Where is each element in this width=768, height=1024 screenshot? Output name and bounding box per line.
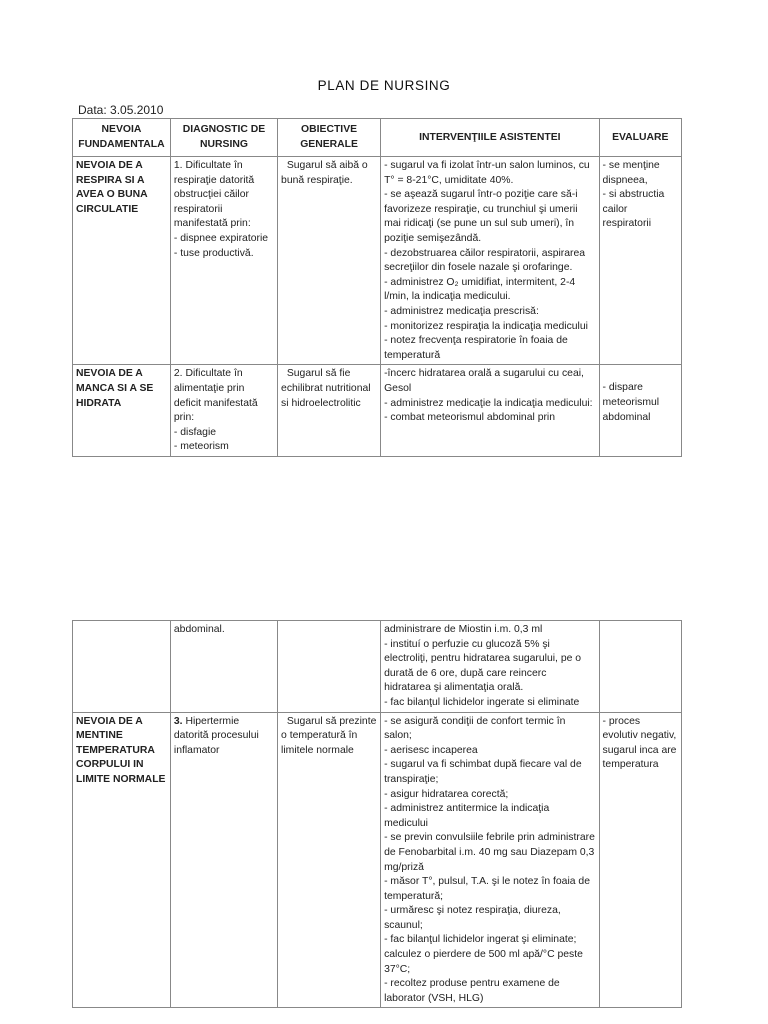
intervention-item: -încerc hidratarea orală a sugarului cu ceai, Gesol	[384, 368, 584, 394]
diagnosis-cell	[170, 157, 277, 365]
objective-cell	[278, 365, 381, 457]
intervention-item: - măsor T°, pulsul, T.A. şi le notez în foaia de temperatură;	[384, 876, 590, 902]
intervention-item: - fac bilanţul lichidelor ingerate si eliminate	[384, 696, 580, 708]
intervention-item: - aerisesc incaperea	[384, 744, 478, 756]
diagnosis-cell: abdominal.	[170, 621, 277, 713]
evaluation-text: - si abstructia cailor respiratorii	[602, 189, 665, 230]
header-diagnosis: DIAGNOSTIC DE NURSING	[170, 119, 277, 157]
evaluation-cell	[599, 621, 681, 713]
intervention-item: - sugarul va fi schimbat după fiecare val de transpiraţie;	[384, 759, 582, 785]
header-need: NEVOIA FUNDAMENTALA	[73, 119, 171, 157]
intervention-item: - notez frecvenţa respiratorie în foaia de temperatură	[384, 335, 568, 361]
table-row	[73, 365, 682, 457]
diagnosis-text: Hipertermie datorită procesului inflamator	[173, 715, 259, 756]
need-cell: NEVOIA DE A MANCA SI A SE HIDRATA	[73, 365, 171, 457]
diagnosis-text: 2. Dificultate în alimentaţie prin deficit manifestată prin:	[173, 368, 258, 424]
diagnosis-number: 3.	[173, 715, 183, 727]
date-line: Data: 3.05.2010	[78, 103, 164, 117]
intervention-item: - instituí o perfuzie cu glucoză 5% şi electroliţi, pentru hidratarea sugarului, pe o durată de 6 ore, după care reincerc hidratarea şi alimentaţia orală.	[384, 638, 582, 694]
intervention-item: - administrez O₂ umidifiat, intermitent, 2-4 l/min, la indicaţia medicului.	[384, 276, 576, 303]
interventions-cell	[381, 157, 599, 365]
table-row	[73, 712, 682, 1008]
need-cell: NEVOIA DE A RESPIRA SI A AVEA O BUNA CIRCULATIE	[73, 157, 171, 365]
evaluation-text: - dispare meteorismul abdominal	[602, 382, 660, 423]
evaluation-cell: - proces evolutiv negativ, sugarul inca are temperatura	[599, 712, 681, 1008]
objective-text: Sugarul să prezinte o temperatură în limitele normale	[281, 715, 377, 756]
header-interventions: INTERVENŢIILE ASISTENTEI	[381, 119, 599, 157]
objective-cell	[278, 157, 381, 365]
objective-cell	[278, 621, 381, 713]
interventions-cell	[381, 712, 599, 1008]
intervention-item: administrare de Miostin i.m. 0,3 ml	[384, 624, 543, 635]
evaluation-cell	[599, 365, 681, 457]
intervention-item: - asigur hidratarea corectă;	[384, 788, 509, 800]
table-row	[73, 621, 682, 713]
nursing-plan-table-page-2	[72, 620, 682, 1008]
evaluation-cell	[599, 157, 681, 365]
intervention-item: - sugarul va fi izolat într-un salon luminos, cu T° = 8-21°C, umiditate 40%.	[384, 160, 590, 186]
intervention-item: - se previn convulsiile febrile prin administrare de Fenobarbital i.m. 40 mg sau Diazepam 0,3 mg/priză	[384, 832, 595, 873]
diagnosis-text: - meteorism	[173, 441, 229, 453]
page-title: PLAN DE NURSING	[317, 78, 451, 93]
table-header-row	[73, 119, 682, 157]
diagnosis-text: 1. Dificultate în respiraţie datorită obstrucţiei căilor respiratorii manifestată prin:	[173, 160, 255, 230]
need-cell: NEVOIA DE A MENTINE TEMPERATURA CORPULUI IN LIMITE NORMALE	[73, 712, 171, 1008]
diagnosis-cell	[170, 365, 277, 457]
intervention-item: - combat meteorismul abdominal prin	[384, 412, 556, 424]
intervention-item: - fac bilanţul lichidelor ingerat şi eliminate; calculez o pierdere de 500 ml apă/°C peste 37°C;	[384, 934, 583, 975]
objective-text: Sugarul să fie echilibrat nutritional si hidroelectrolitic	[281, 368, 371, 409]
intervention-item: - recoltez produse pentru examene de laborator (VSH, HLG)	[384, 978, 560, 1004]
header-objectives: OBIECTIVE GENERALE	[278, 119, 381, 157]
intervention-item: - monitorizez respiraţia la indicaţia medicului	[384, 320, 588, 332]
diagnosis-text: - dispnee expiratorie	[173, 232, 269, 244]
need-cell	[73, 621, 171, 713]
diagnosis-cell	[170, 712, 277, 1008]
diagnosis-text: - disfagie	[173, 426, 217, 438]
intervention-item: - se asigură condiţii de confort termic în salon;	[384, 715, 566, 742]
interventions-cell	[381, 621, 599, 713]
header-evaluation: EVALUARE	[599, 119, 681, 157]
intervention-item: - administrez antitermice la indicaţia medicului	[384, 803, 550, 829]
intervention-item: - urmăresc şi notez respiraţia, diureza, scaunul;	[384, 905, 561, 931]
objective-cell	[278, 712, 381, 1008]
nursing-plan-table-page-1	[72, 118, 682, 457]
interventions-cell	[381, 365, 599, 457]
table-row	[73, 157, 682, 365]
intervention-item: - se aşează sugarul într-o poziţie care să-i favorizeze respiraţie, cu trunchiul şi umerii mai ridicaţi (se pune un sul sub umeri), în poziţie semişezândă.	[384, 189, 578, 244]
diagnosis-text: - tuse productivă.	[173, 247, 254, 259]
evaluation-text: - se menţine dispneea,	[602, 160, 660, 186]
objective-text: Sugarul să aibă o bună respiraţie.	[281, 160, 368, 186]
intervention-item: - administrez medicaţie la indicaţia medicului:	[384, 397, 593, 409]
intervention-item: - administrez medicaţia prescrisă:	[384, 305, 539, 317]
intervention-item: - dezobstruarea căilor respiratorii, aspirarea secreţiilor din fosele nazale şi orofaringe.	[384, 247, 586, 274]
